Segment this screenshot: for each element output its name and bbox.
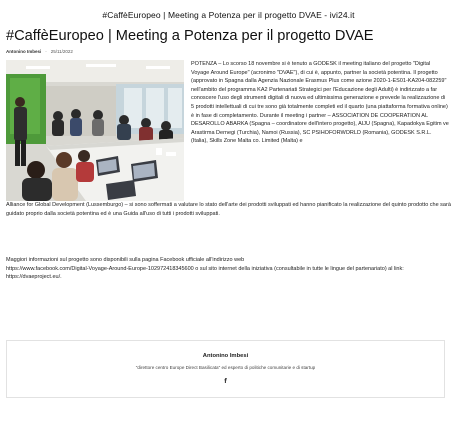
paragraph-2-middle: o sul sito internet della iniziativa (consultabile in tutte le lingue del partenariato) al link: (193, 265, 404, 272)
facebook-icon[interactable]: f (224, 378, 227, 385)
article-author-link[interactable]: Antonino Imbesi (6, 49, 42, 54)
project-site-link[interactable]: https://dvaeproject.eu/ (6, 274, 61, 281)
paragraph-2-end: . (60, 274, 62, 281)
article-paragraph-1-side: POTENZA – Lo scorso 18 novembre si è tenuto a GODESK il meeting italiano del progetto "Digital Voyage Around Europe" (acronimo "DVAE"), di cui è, appunto, partner la società potentina. Il progetto (approvato in Spagna dalla Agenzia Nazionale Erasmus Plus come azione 2020-1-ES01-KA204-082259" nell'ambito del programma KA2 Partenariati Strategici per l'Educazione degli Adulti) è indirizzato a far conoscere l'uso degli strumenti digitali di nuova ed ultimissima generazione e prevede la realizzazione di 5 prodotti intellettuali di cui tre sono già totalmente completi ed il quarto (una piattaforma formativa online) è in fase di completamento. Durante il meeting i partner – ASSOCIATION DE COOPERATION AL DESAROLLO ABARKA (Spagna – coordinatore dell'intero progetto), AIJU (Spagna), Kapadokya Egitim ve Arastirma Dernegi (Turchia), Namoi (Russia), SC PSIHOFORWORLD (Romania), GODESK S.R.L. (Italia), Skills Zone Malta co. Limited (Malta) e (191, 61, 449, 145)
author-box-bio: "direttore centro Europe Direct Basilicata" ed esperto di politiche comunitarie e di startup (135, 365, 316, 370)
article-meta (6, 49, 73, 54)
meta-separator: - (45, 49, 47, 54)
article-title: #CaffèEuropeo | Meeting a Potenza per il progetto DVAE (6, 28, 374, 44)
article-paragraph-1-full: Alliance for Global Development (Lussemburgo) – si sono soffermati a valutare lo stato dell'arte dei prodotti sviluppati ed hanno pianificato la realizzazione del quinto prodotto che sarà guidato proprio dalla società potentina ed è una Guida all'uso di tutti i prodotti sviluppati. (6, 202, 451, 217)
author-box (6, 340, 445, 398)
article-paragraph-2 (6, 256, 451, 282)
article-date: 25/11/2022 (50, 49, 73, 54)
page-title-bar: #CaffèEuropeo | Meeting a Potenza per il progetto DVAE - ivi24.it (102, 10, 355, 20)
article-photo (6, 60, 184, 201)
author-box-name: Antonino Imbesi (202, 353, 249, 359)
paragraph-2-intro: Maggiori informazioni sul progetto sono disponibili sulla pagina Facebook ufficiale all'indirizzo web (6, 257, 245, 263)
facebook-page-link[interactable]: https://www.facebook.com/Digital-Voyage-Around-Europe-102972418345600 (6, 265, 194, 272)
meeting-photo-illustration (6, 60, 184, 201)
